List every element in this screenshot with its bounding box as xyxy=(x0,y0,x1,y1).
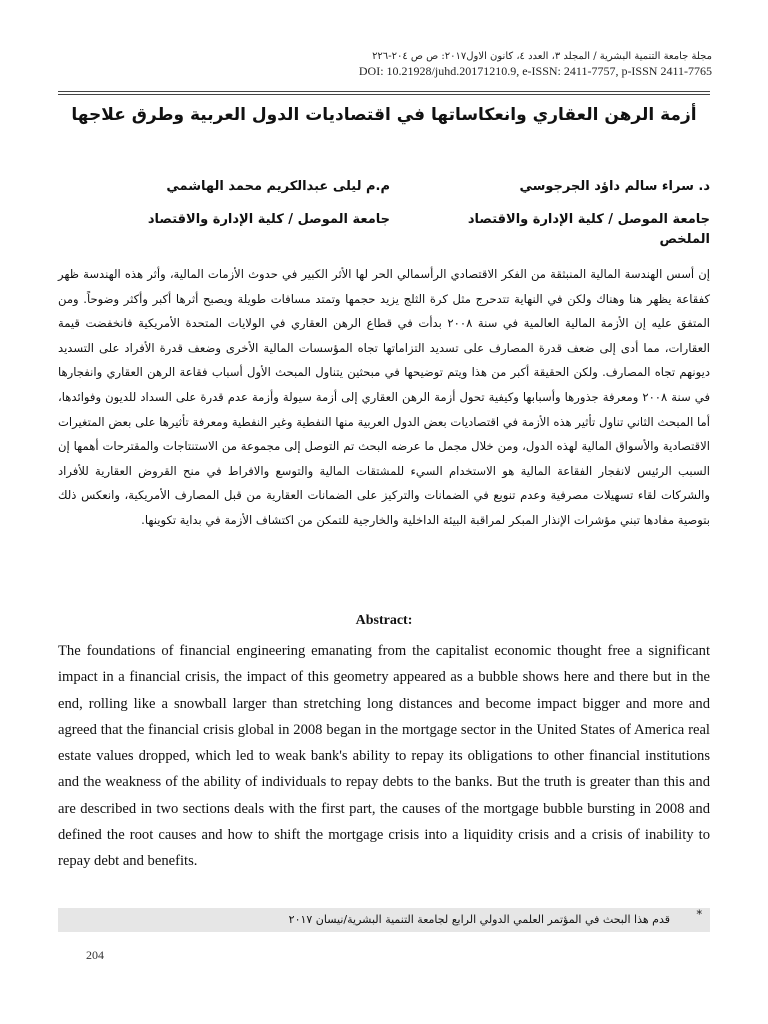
english-abstract-heading: Abstract: xyxy=(355,613,413,628)
journal-header xyxy=(359,50,712,79)
footnote-marker: * xyxy=(696,908,702,921)
footnote-text: قدم هذا البحث في المؤتمر العلمي الدولي الرابع لجامعة التنمية البشرية/نيسان ٢٠١٧ xyxy=(288,913,670,926)
arabic-abstract-heading: الملخص xyxy=(659,232,710,247)
author-1-name: د. سراء سالم داؤد الجرجوسي xyxy=(519,179,710,194)
author-2-name: م.م ليلى عبدالكريم محمد الهاشمي xyxy=(166,179,390,194)
english-abstract-text: The foundations of financial engineering emanating from the capitalist economic thought free a significant impact in a financial crisis, the impact of this geometry appeared as a bubble shows here and there but in the end, rolling like a snowball larger than stretching long distances and become impact bigger and more and agreed that the financial crisis global in 2008 began in the mortgage sector in the United States of America real estate values dropped, which led to weak bank's ability to repay its obligations to other financial institutions and the weakness of the ability of individuals to repay debts to the banks. But the truth is greater than this and are described in two sections deals with the first part, the causes of the mortgage bubble bursting in 2008 and defined the root causes and how to shift the mortgage crisis into a liquidity crisis and a crisis of inability to repay debt and benefits. xyxy=(58,643,710,870)
doi-line: DOI: 10.21928/juhd.20171210.9, e-ISSN: 2411-7757, p-ISSN 2411-7765 xyxy=(358,64,712,78)
paper-title: أزمة الرهن العقاري وانعكاساتها في اقتصاديات الدول العربية وطرق علاجها xyxy=(71,105,697,125)
header-rule-bottom xyxy=(58,94,710,95)
header-rule-top xyxy=(58,91,710,92)
page-number: 204 xyxy=(86,948,104,962)
footnote xyxy=(58,908,710,932)
author-1 xyxy=(468,170,710,236)
author-2 xyxy=(148,170,390,236)
author-2-affiliation: جامعة الموصل / كلية الإدارة والاقتصاد xyxy=(147,212,390,227)
journal-citation-arabic: مجلة جامعة التنمية البشرية / المجلد ٣، العدد ٤، كانون الاول٢٠١٧: ص ص ٢٠٤-٢٢٦ xyxy=(372,51,712,62)
arabic-abstract-text: إن أسس الهندسة المالية المنبثقة من الفكر الاقتصادي الرأسمالي الحر لها الأثر الكبير في حدوث الأزمات المالية، وأثر هذه الهندسة ظهر كفقاعة يظهر هنا وهناك ولكن في النهاية تتدحرج مثل كرة الثلج يزيد حجمها وتمتد مسافات طويلة ويصبح أثرها أكبر وأكثر وضوحاً. ومن المتفق عليه إن الأزمة المالية العالمية في سنة ٢٠٠٨ بدأت في قطاع الرهن العقاري في الولايات المتحدة الأمريكية فانخفضت قيمة العقارات، مما أدى إلى ضعف قدرة المصارف على تسديد التزاماتها تجاه المؤسسات المالية الأخرى وضعف قدرة الأفراد على التسديد ديونهم تجاه المصارف. ولكن الحقيقة أكبر من هذا ويتم توضيحها في مبحثين يتناول المبحث الأول أسباب فقاعة الرهن العقاري وانفجارها في سنة ٢٠٠٨ ومعرفة جذورها وأسبابها وكيفية تحول أزمة الرهن العقاري إلى أزمة سيولة وأزمة عدم قدرة على السداد للديون وفوائدها، أما المبحث الثاني تناول تأثير هذه الأزمة في اقتصاديات بعض الدول العربية منها النفطية وغير النفطية ومعرفة تأثيرها على بعض المتغيرات الاقتصادية والأسواق المالية لهذه الدول، ومن خلال مجمل ما عرضه البحث تم التوصل إلى مجموعة من الاستنتاجات والمقترحات أهمها إن السبب الرئيس لانفجار الفقاعة المالية هو الاستخدام السيء للمشتقات المالية والتوسع والافراط في منح القروض العقارية للأفراد والشركات لقاء تسهيلات مصرفية وعدم تنويع في الضمانات والتركيز على الضمانات العقارية من قبل المصارف الأمريكية، وانعكس ذلك بتوصية مفادها تبني مؤشرات الإنذار المبكر لمراقبة البيئة الداخلية والخارجية للتمكن من اكتشاف الأزمة في بداية تكوينها. xyxy=(58,267,710,527)
author-1-affiliation: جامعة الموصل / كلية الإدارة والاقتصاد xyxy=(467,212,710,227)
